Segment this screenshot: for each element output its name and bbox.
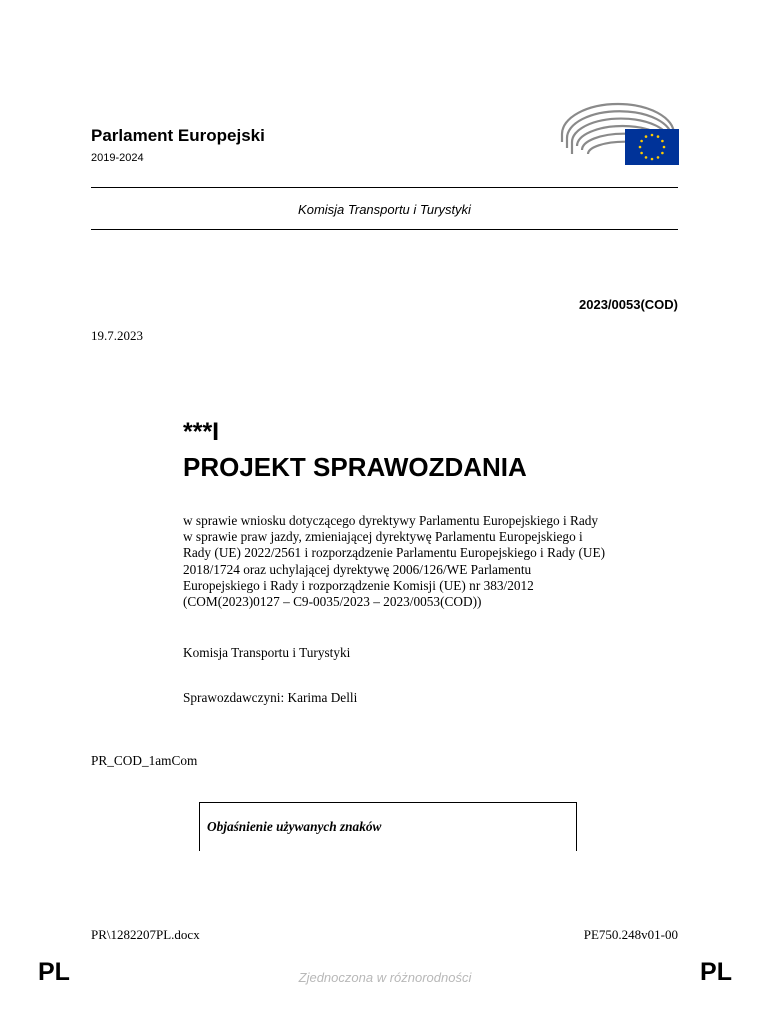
procedure-number: 2023/0053(COD) xyxy=(579,297,678,312)
subject-line: Europejskiego i Rady i rozporządzenie Komisji (UE) nr 383/2012 xyxy=(183,577,534,593)
parliamentary-term: 2019-2024 xyxy=(91,152,144,164)
subject-line: w sprawie praw jazdy, zmieniającej dyrektywę Parlamentu Europejskiego i xyxy=(183,529,583,545)
file-reference: PR\1282207PL.docx xyxy=(91,927,200,942)
pe-reference: PE750.248v01-00 xyxy=(583,927,678,942)
rapporteur-name: Sprawozdawczyni: Karima Delli xyxy=(183,690,358,705)
legend-title: Objaśnienie używanych znaków xyxy=(207,819,382,834)
language-code-right: PL xyxy=(700,958,732,986)
committee-name: Komisja Transportu i Turystyki xyxy=(183,645,351,660)
organization-name: Parlament Europejski xyxy=(91,126,265,145)
subject-paragraph xyxy=(183,513,683,610)
subject-line: Rady (UE) 2022/2561 i rozporządzenie Parlamentu Europejskiego i Rady (UE) xyxy=(183,545,606,561)
legend-box xyxy=(199,802,577,851)
eu-flag-icon xyxy=(625,129,679,165)
european-parliament-logo xyxy=(558,98,680,166)
procedure-stars: ***I xyxy=(183,418,220,446)
document-title: PROJEKT SPRAWOZDANIA xyxy=(183,452,527,482)
subject-line: w sprawie wniosku dotyczącego dyrektywy Parlamentu Europejskiego i Rady xyxy=(183,513,599,528)
subject-line: 2018/1724 oraz uchylającej dyrektywę 2006/126/WE Parlamentu xyxy=(183,561,532,577)
committee-header: Komisja Transportu i Turystyki xyxy=(298,202,471,217)
header-divider-bottom xyxy=(91,229,678,230)
eu-motto: Zjednoczona w różnorodności xyxy=(298,970,472,985)
language-code-left: PL xyxy=(38,958,70,986)
document-date: 19.7.2023 xyxy=(91,328,143,343)
header-divider-top xyxy=(91,187,678,188)
subject-line: (COM(2023)0127 – C9-0035/2023 – 2023/0053(COD)) xyxy=(183,594,482,610)
template-code: PR_COD_1amCom xyxy=(91,753,198,768)
